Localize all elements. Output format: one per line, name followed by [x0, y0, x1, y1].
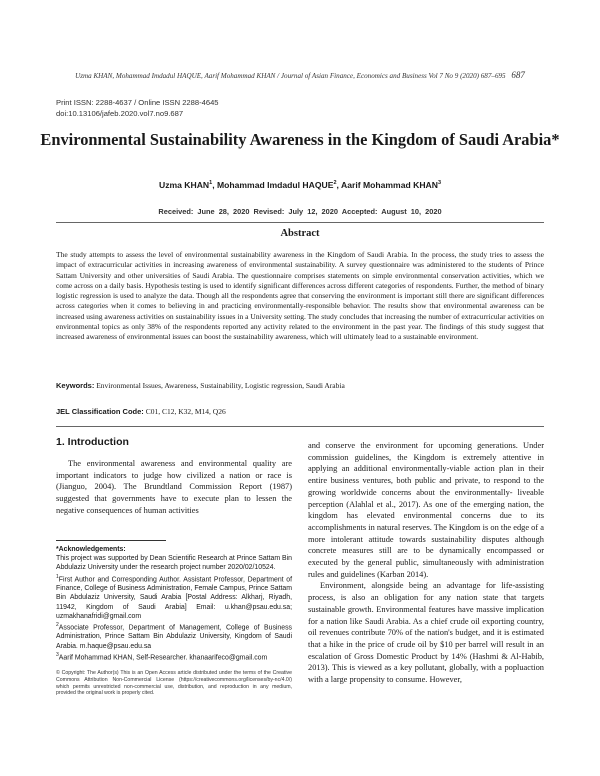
body-paragraph: Environment, alongside being an advantage for life-assisting process, is also an obligation for any nation state that targets sustainable growth. Environmental features have massive implication for a nation like Saudi Arabia. As a chief crude oil exporting country, oil revenues contribute 70% of the nation's budget, and it is estimated that a hike in the price of crude oil by $10 per barrel will result in an escalation of Gross Domestic Product by 14% (Hashmi & Al-Habib, 2013). This is viewed as a key pollutant, globally, with a popluaction with a large propensity to consume. However,: [308, 581, 544, 685]
footnote-mark: 2: [56, 621, 59, 628]
page-number: 687: [511, 70, 525, 80]
running-header-text: Uzma KHAN, Mohammad Imdadul HAQUE, Aarif Mohammad KHAN / Journal of Asian Finance, Economics and Business Vol 7 No 9 (2020) 687–695: [75, 72, 506, 80]
author-affiliation-mark: 1: [209, 180, 213, 187]
acknowledgements-heading: *Acknowledgements:: [56, 546, 126, 553]
body-paragraph: and conserve the environment for upcoming generations. Under commission guidelines, the Kingdom is extremely attentive in applying an additional environmentally-viable action plan in their entire business ventures, both public and private, to respond to the growing worldwide concerns about the environmentally- liveable perception (Alahlal et al., 2017). As one of the emerging nation, the kingdom has elevated environmental concerns due to its accomplishments in natural reserves. The Kingdom is on the edge of a more intolerant attitude towards sustainability disputes although concrete measures still are to be dynamically encompassed or executed by the general public, simultaneously with administration rules and guidelines (Karban 2014).: [308, 441, 544, 579]
footnotes: [56, 540, 292, 697]
keywords-text: Environmental Issues, Awareness, Sustainability, Logistic regression, Saudi Arabia: [96, 381, 345, 390]
doi-line: doi:10.13106/jafeb.2020.vol7.no9.687: [56, 108, 184, 118]
divider: [56, 222, 544, 223]
author-list: Uzma KHAN$^1$, Mohammad Imdadul HAQUE$^2$, Aarif Mohammad KHAN$^3$: [158, 180, 442, 190]
acknowledgements-text: This project was supported by Dean Scientific Research at Prince Sattam Bin Abdulaziz University under the research project number 2020/02/10524.: [56, 555, 292, 572]
jel-classification: [56, 407, 544, 417]
author-name: Uzma KHAN: [158, 180, 210, 190]
copyright-notice: © Copyright: The Author(s) This is an Open Access article distributed under the terms of the Creative Commons Attribution Non-Commercial License (https://creativecommons.org/licenses/by-nc/4.0/) which permits unrestricted non-commercial use, distribution, and reproduction in any medium, provided the original work is properly cited.: [56, 670, 292, 697]
jel-label: JEL Classification Code:: [56, 407, 144, 416]
footnote-divider: [56, 540, 166, 541]
abstract-body: The study attempts to assess the level of environmental sustainability awareness in the Kingdom of Saudi Arabia. In the process, the study tries to assess the impact of extracurricular activities in increasing awareness of environmental sustainability. A survey questionnaire was administered to the students of Prince Sattam University and other universities of Saudi Arabia. The questionnaire comprises statements on simple environmental conservation activities, which we come across on a daily basis. Hypothesis testing is used to identify significant differences across different categories of respondents. Further, the method of binary logistic regression is used to analyze the data. Though all the respondents agree that conserving the environment is important still there are significant differences across categories when it comes to believing in and practicing environmentally-responsible behavior. The results show that environmental awareness can be increased using awareness activities on sustainability issues in a University setting. The study concludes that increasing the number of extracurricular activities on environmental topics as only 38% of the respondents reported any activity related to the environment in the past year. The findings of this study suggest that increased awareness of environmental issues can boost the sustainability awareness, which will ultimately lead to a sustainable environment.: [56, 250, 544, 342]
footnote: [56, 651, 292, 663]
footnote-text: Associate Professor, Department of Management, College of Business Administration, Prince Sattam Bin Abdulaziz University, Kingdom of Saudi Arabia. m.haque@psau.edu.sa: [56, 624, 292, 650]
author-name: Aarif Mohammad KHAN: [341, 180, 438, 190]
author-affiliation-mark: 3: [437, 180, 442, 187]
section-heading: 1. Introduction: [56, 436, 129, 448]
left-column: [56, 436, 292, 517]
issn-block: [56, 98, 219, 119]
divider: [56, 426, 544, 427]
author-name: Mohammad Imdadul HAQUE: [216, 180, 334, 190]
jel-codes: C01, C12, K32, M14, Q26: [145, 407, 226, 416]
issn-line: Print ISSN: 2288-4637 / Online ISSN 2288-4645: [56, 98, 219, 107]
footnote-mark: 1: [56, 573, 59, 580]
keywords: [56, 381, 544, 391]
footnote-mark: 3: [56, 651, 59, 658]
keywords-label: Keywords:: [56, 381, 95, 390]
author-affiliation-mark: 2: [333, 180, 337, 187]
footnote-text: First Author and Corresponding Author. Assistant Professor, Department of Finance, College of Business Administration, Female Campus, Prince Sattam Bin Abdulaziz University, Saudi Arabia [Postal Address: Alkharj, Riyadh, 11942, Kingdom of Saudi Arabia] Email: u.khan@psau.edu.sa; uzmakhanafridi@gmail.com: [56, 575, 292, 620]
publication-dates: Received: June 28, 2020 Revised: July 12, 2020 Accepted: August 10, 2020: [158, 207, 442, 216]
paper-title: Environmental Sustainability Awareness in the Kingdom of Saudi Arabia*: [40, 130, 560, 149]
body-paragraph: The environmental awareness and environmental quality are important indicators to judge how civilized a nation or race is (Jianguo, 2004). The Brundtland Commission Report (1987) suggested that governments have to execute plan to lessen the negative consequences of human activities: [56, 459, 292, 515]
footnote: [56, 573, 292, 621]
abstract-heading: Abstract: [280, 228, 320, 239]
footnote-text: Aarif Mohammad KHAN, Self-Researcher. khanaarifeco@gmail.com: [58, 654, 268, 662]
footnote: [56, 621, 292, 651]
right-column: [308, 440, 544, 686]
running-header: [0, 70, 600, 80]
